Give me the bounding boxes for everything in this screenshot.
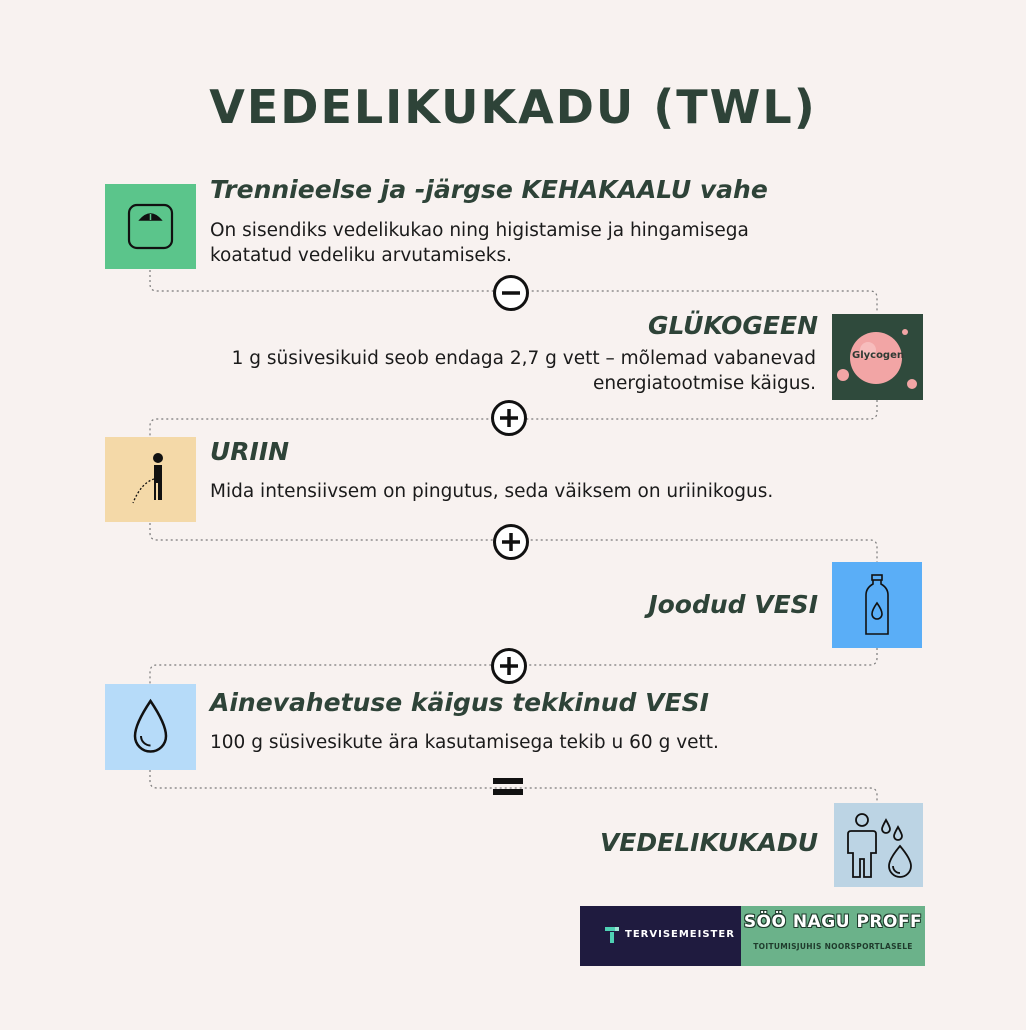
sweating-person-tile [834,803,923,887]
item-text-glycogen-2: energiatootmise käigus. [592,373,816,394]
item-heading-drunk-water: Joodud VESI [648,590,818,619]
minus-icon [491,273,531,313]
item-text-metabolic-water: 100 g süsivesikute ära kasutamisega tekib u 60 g vett. [210,732,719,753]
item-heading-weight: Trennieelse ja -järgse KEHAKAALU vahe [210,175,768,204]
water-drop-tile [105,684,196,770]
plus-icon [489,646,529,686]
item-heading-urine: URIIN [210,437,290,466]
item-text-urine: Mida intensiivsem on pingutus, seda väiksem on uriinikogus. [210,481,774,502]
urine-tile [105,437,196,522]
item-text-glycogen-1: 1 g süsivesikuid seob endaga 2,7 g vett – mõlemad vabanevad [231,348,816,369]
item-text-weight-2: koatatud vedeliku arvutamiseks. [210,245,513,266]
equals-icon [491,772,525,802]
page-title: VEDELIKUKADU (TWL) [209,80,817,134]
scale-tile [105,184,196,269]
tervisemeister-logo-text: TERVISEMEISTER [625,929,735,940]
item-heading-fluid-loss: VEDELIKUKADU [599,828,818,857]
plus-icon [489,398,529,438]
water-bottle-tile [832,562,922,648]
tervisemeister-logo-icon [603,925,621,945]
soo-nagu-proff-subtitle: TOITUMISJUHIS NOORSPORTLASELE [753,942,913,951]
item-heading-metabolic-water: Ainevahetuse käigus tekkinud VESI [210,688,709,717]
plus-icon [491,522,531,562]
glycogen-label: Glycogen [851,350,904,361]
item-text-weight-1: On sisendiks vedelikukao ning higistamise ja hingamisega [210,220,749,241]
item-heading-glycogen: GLÜKOGEEN [647,311,818,340]
soo-nagu-proff-title: SÖÖ NAGU PROFF [743,912,923,932]
